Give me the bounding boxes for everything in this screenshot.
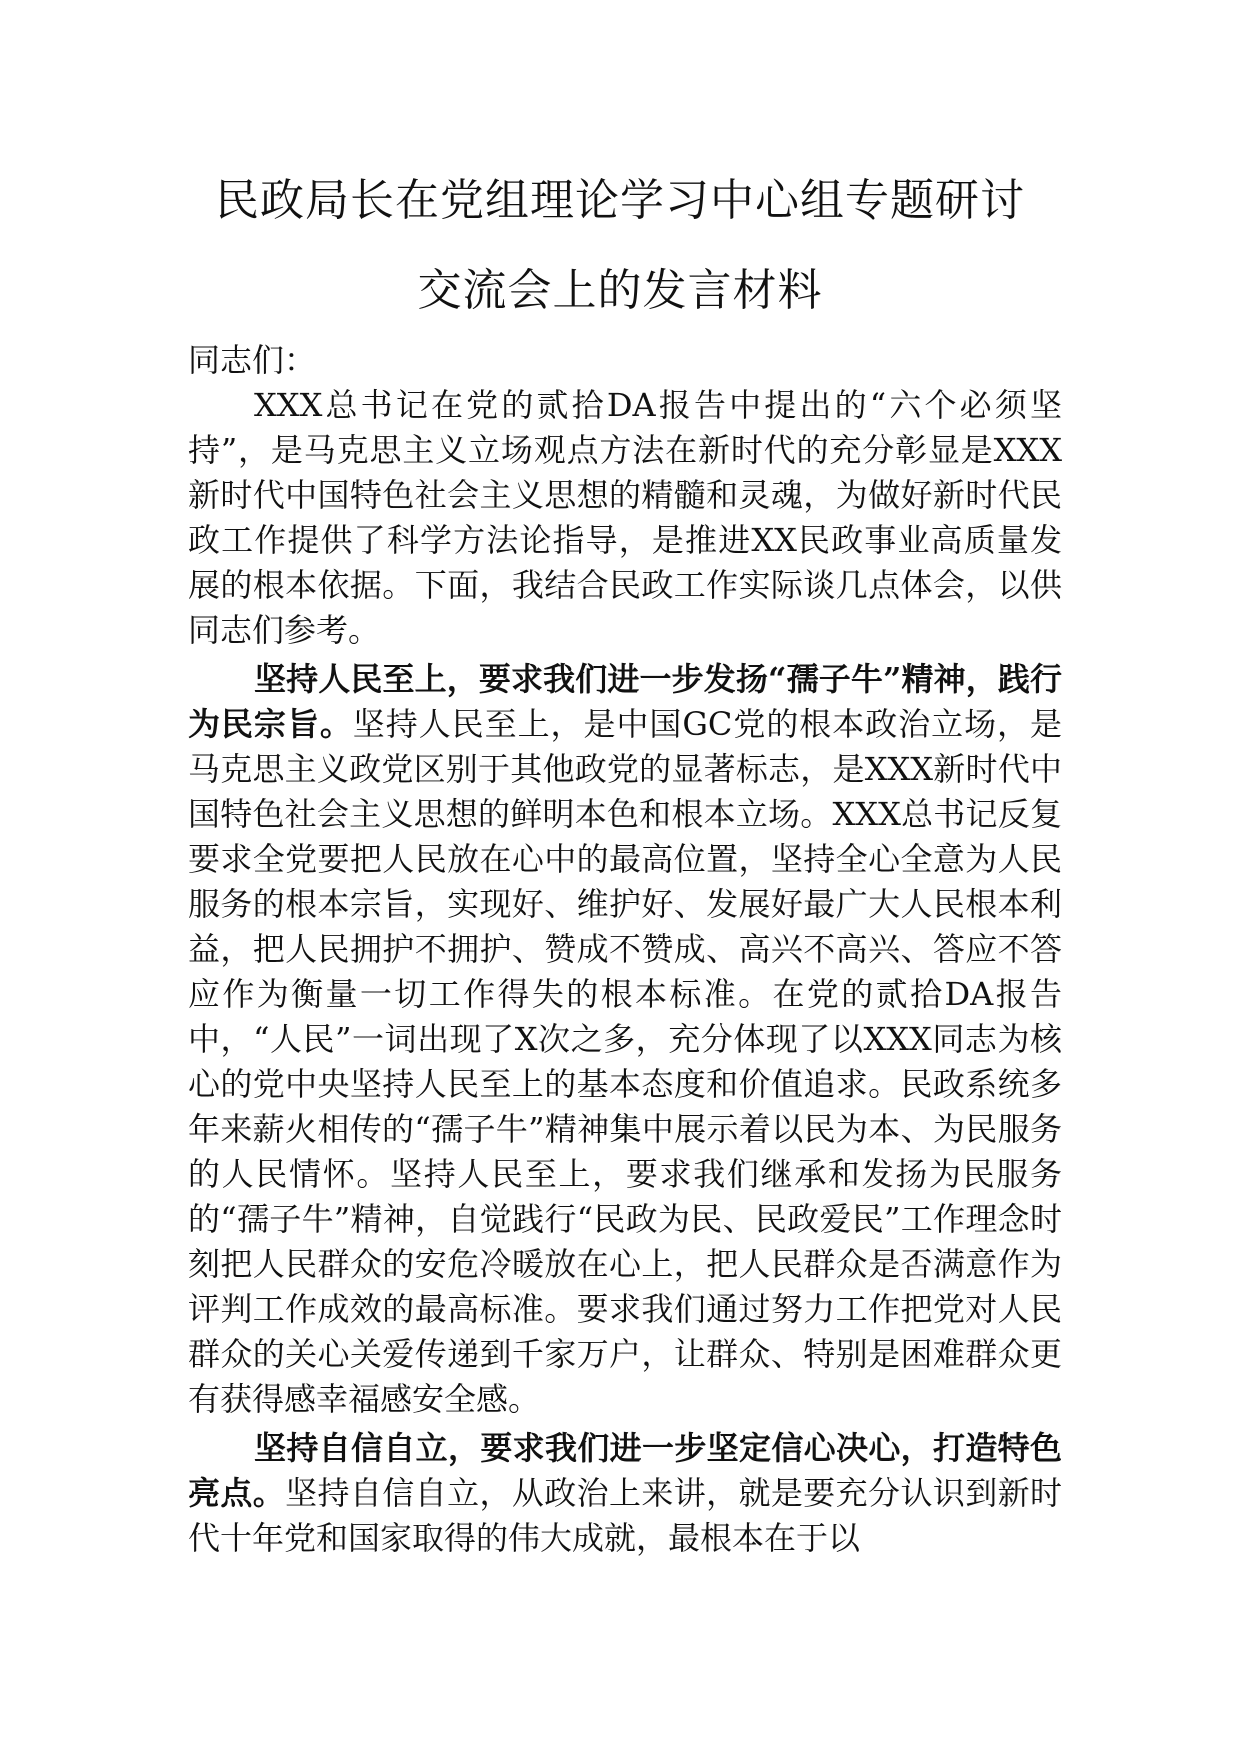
- paragraph-text: XXX总书记在党的贰拾DA报告中提出的“六个必须坚持”，是马克思主义立场观点方法在新时代的充分彰显是XXX新时代中国特色社会主义思想的精髓和灵魂，为做好新时代民政工作提供了科学方法论指导，是推进XX民政事业高质量发展的根本依据。下面，我结合民政工作实际谈几点体会，以供同志们参考。: [188, 386, 1062, 649]
- paragraph-heading: 坚持自信自立，要求我们进一步坚定信心决心，打造特色亮点。: [188, 1429, 1062, 1512]
- document-title-line-1: 民政局长在党组理论学习中心组专题研讨: [215, 175, 1025, 226]
- document-title-line-2: 交流会上的发言材料: [417, 265, 823, 316]
- paragraph-heading: 坚持人民至上，要求我们进一步发扬“孺子牛”精神，践行为民宗旨。: [188, 660, 1062, 743]
- document-body: [188, 338, 1062, 1561]
- salutation: 同志们：: [188, 341, 317, 379]
- paragraph-text: 坚持自信自立，从政治上来讲，就是要充分认识到新时代十年党和国家取得的伟大成就，最根本在于以: [188, 1474, 1062, 1557]
- paragraph-people-first: [188, 657, 1062, 1422]
- paragraph-self-confidence: [188, 1426, 1062, 1561]
- paragraph-text: 坚持人民至上，是中国GC党的根本政治立场，是马克思主义政党区别于其他政党的显著标志，是XXX新时代中国特色社会主义思想的鲜明本色和根本立场。XXX总书记反复要求全党要把人民放在心中的最高位置，坚持全心全意为人民服务的根本宗旨，实现好、维护好、发展好最广大人民根本利益，把人民拥护不拥护、赞成不赞成、高兴不高兴、答应不答应作为衡量一切工作得失的根本标准。在党的贰拾DA报告中，“人民”一词出现了X次之多，充分体现了以XXX同志为核心的党中央坚持人民至上的基本态度和价值追求。民政系统多年来薪火相传的“孺子牛”精神集中展示着以民为本、为民服务的人民情怀。坚持人民至上，要求我们继承和发扬为民服务的“孺子牛”精神，自觉践行“民政为民、民政爱民”工作理念时刻把人民群众的安危冷暖放在心上，把人民群众是否满意作为评判工作成效的最高标准。要求我们通过努力工作把党对人民群众的关心关爱传递到千家万户，让群众、特别是困难群众更有获得感幸福感安全感。: [188, 705, 1062, 1418]
- paragraph-intro: [188, 383, 1062, 653]
